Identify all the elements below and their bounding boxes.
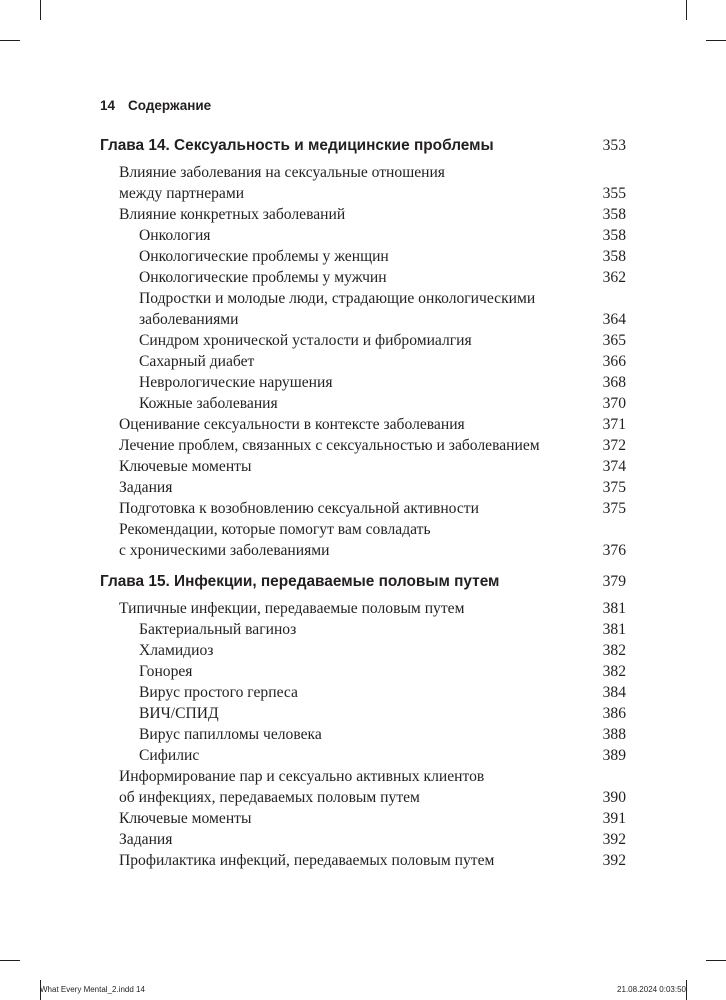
toc-entry-title: с хроническими заболеваниями	[119, 542, 330, 559]
toc-entry-page-number: 391	[602, 810, 626, 827]
slug-timestamp: 21.08.2024 0:03:50	[617, 985, 686, 994]
toc-entry-page-number: 364	[602, 311, 626, 328]
crop-mark	[686, 0, 687, 20]
crop-mark	[686, 980, 687, 1000]
toc-entry	[100, 850, 626, 871]
toc-entry-page-number: 362	[602, 269, 626, 286]
toc-entry-title: Ключевые моменты	[119, 458, 252, 475]
toc-entry-title: Бактериальный вагиноз	[139, 621, 297, 638]
toc-entry-title: Влияние заболевания на сексуальные отношения	[119, 164, 445, 181]
toc-entry	[100, 498, 626, 519]
toc-entry-page-number: 358	[602, 248, 626, 265]
toc-entry-title: Рекомендации, которые помогут вам совладать	[119, 521, 431, 538]
toc-entry-title: Синдром хронической усталости и фибромиалгия	[139, 332, 472, 349]
toc-entry-page-number: 376	[602, 542, 626, 559]
toc-entry-page-number: 381	[602, 600, 626, 617]
toc-entry-page-number: 358	[602, 227, 626, 244]
toc-entry-title: Информирование пар и сексуально активных клиентов	[119, 768, 485, 785]
toc-entry	[100, 225, 626, 246]
toc-entry-title: Оценивание сексуальности в контексте заболевания	[119, 416, 465, 433]
toc-entry-title: Лечение проблем, связанных с сексуальностью и заболеванием	[119, 437, 540, 454]
toc-entry-title: Задания	[119, 831, 173, 848]
toc-entry-title: Онкологические проблемы у мужчин	[139, 269, 387, 286]
crop-mark	[0, 40, 20, 41]
chapter-heading	[100, 134, 626, 158]
toc-entry	[100, 393, 626, 414]
toc-entry	[100, 435, 626, 456]
table-of-contents	[100, 134, 626, 871]
toc-entry-page-number: 368	[602, 374, 626, 391]
toc-entry	[100, 372, 626, 393]
toc-entry-title: Хламидиоз	[139, 642, 214, 659]
toc-entry-title: Онкологические проблемы у женщин	[139, 248, 389, 265]
slug-file: What Every Mental_2.indd 14	[40, 985, 145, 994]
chapter-page-number: 379	[602, 573, 626, 590]
toc-entry-page-number: 365	[602, 332, 626, 349]
toc-entry	[100, 330, 626, 351]
toc-entry-page-number: 375	[602, 479, 626, 496]
toc-entry	[100, 640, 626, 661]
toc-entry-title: Ключевые моменты	[119, 810, 252, 827]
toc-entry-title: Сахарный диабет	[139, 353, 255, 370]
crop-mark	[40, 0, 41, 20]
toc-entry	[100, 162, 626, 204]
toc-entry-page-number: 386	[602, 705, 626, 722]
toc-entry	[100, 456, 626, 477]
chapter-title: Глава 14. Сексуальность и медицинские проблемы	[100, 137, 494, 154]
toc-entry	[100, 724, 626, 745]
toc-entry	[100, 414, 626, 435]
toc-entry-title: Влияние конкретных заболеваний	[119, 206, 346, 223]
toc-entry	[100, 351, 626, 372]
toc-entry	[100, 288, 626, 330]
chapter-heading	[100, 570, 626, 594]
toc-entry-title: Вирус простого герпеса	[139, 684, 298, 701]
toc-entry-title: Задания	[119, 479, 173, 496]
toc-entry-page-number: 371	[602, 416, 626, 433]
toc-entry-title: Подростки и молодые люди, страдающие онкологическими	[139, 290, 536, 307]
toc-entry-title: между партнерами	[119, 185, 245, 202]
toc-entry-page-number: 375	[602, 500, 626, 517]
page-number: 14	[100, 98, 116, 113]
toc-entry-page-number: 366	[602, 353, 626, 370]
toc-entry-page-number: 374	[602, 458, 626, 475]
toc-entry	[100, 619, 626, 640]
toc-entry-title: Кожные заболевания	[139, 395, 278, 412]
toc-entry-title: заболеваниями	[139, 311, 239, 328]
toc-entry	[100, 267, 626, 288]
toc-entry-page-number: 372	[602, 437, 626, 454]
toc-entry	[100, 829, 626, 850]
section-title: Содержание	[128, 98, 212, 113]
running-head	[100, 97, 211, 115]
toc-entry	[100, 204, 626, 225]
toc-entry-page-number: 390	[602, 789, 626, 806]
toc-entry-page-number: 382	[602, 663, 626, 680]
toc-entry-title: Типичные инфекции, передаваемые половым путем	[119, 600, 465, 617]
toc-entry	[100, 808, 626, 829]
toc-entry-title: ВИЧ/СПИД	[139, 705, 219, 722]
toc-entry	[100, 477, 626, 498]
toc-entry-title: Гонорея	[139, 663, 193, 680]
toc-entry	[100, 745, 626, 766]
toc-entry	[100, 703, 626, 724]
toc-entry	[100, 519, 626, 561]
toc-entry-page-number: 355	[602, 185, 626, 202]
toc-entry-title: Онкология	[139, 227, 211, 244]
crop-mark	[706, 40, 726, 41]
toc-entry	[100, 598, 626, 619]
crop-mark	[706, 960, 726, 961]
chapter-page-number: 353	[602, 137, 626, 154]
toc-entry-page-number: 388	[602, 726, 626, 743]
toc-entry-title: об инфекциях, передаваемых половым путем	[119, 789, 420, 806]
toc-entry	[100, 661, 626, 682]
toc-entry-title: Неврологические нарушения	[139, 374, 333, 391]
toc-entry	[100, 246, 626, 267]
toc-entry-page-number: 384	[602, 684, 626, 701]
crop-mark	[0, 960, 20, 961]
toc-entry-title: Профилактика инфекций, передаваемых половым путем	[119, 852, 495, 869]
toc-entry-page-number: 382	[602, 642, 626, 659]
toc-entry-title: Подготовка к возобновлению сексуальной активности	[119, 500, 479, 517]
toc-entry-page-number: 358	[602, 206, 626, 223]
toc-entry-page-number: 392	[602, 852, 626, 869]
toc-entry-page-number: 389	[602, 747, 626, 764]
toc-entry-title: Вирус папилломы человека	[139, 726, 322, 743]
toc-entry-title: Сифилис	[139, 747, 200, 764]
toc-entry-page-number: 370	[602, 395, 626, 412]
toc-entry-page-number: 381	[602, 621, 626, 638]
toc-entry-page-number: 392	[602, 831, 626, 848]
chapter-title: Глава 15. Инфекции, передаваемые половым путем	[100, 573, 500, 590]
toc-entry	[100, 682, 626, 703]
toc-entry	[100, 766, 626, 808]
